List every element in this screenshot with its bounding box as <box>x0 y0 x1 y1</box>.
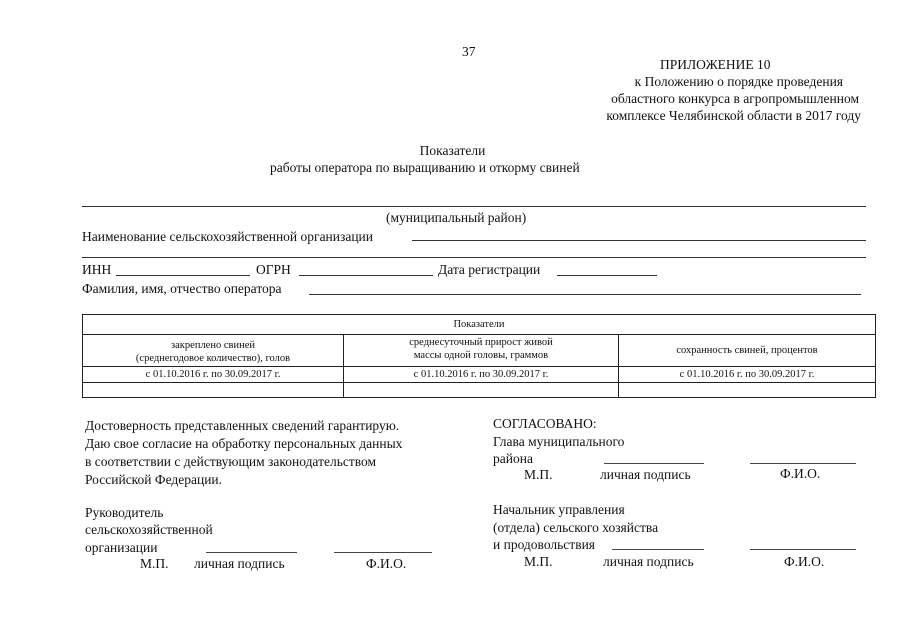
column-header-survival-rate <box>619 344 875 357</box>
inn-label: ИНН <box>82 262 112 277</box>
agreed-signature-caption: личная подпись <box>600 467 691 482</box>
period-cell-1: с 01.10.2016 г. по 30.09.2017 г. <box>145 369 281 380</box>
agreed-title: СОГЛАСОВАНО: <box>493 416 597 431</box>
period-cell-3: с 01.10.2016 г. по 30.09.2017 г. <box>679 369 815 380</box>
appendix-line-3: комплексе Челябинской области в 2017 году <box>606 108 861 123</box>
period-cell-2: с 01.10.2016 г. по 30.09.2017 г. <box>413 369 549 380</box>
declaration-line-4: Российской Федерации. <box>85 472 223 487</box>
declaration-line-2: Даю свое согласие на обработку персональных данных <box>85 436 403 451</box>
value-cell-2[interactable] <box>344 383 618 398</box>
column-header-pigs-count-line-1: закреплено свиней <box>171 340 255 351</box>
chief-fio-field[interactable] <box>750 549 856 550</box>
director-line-2: сельскохозяйственной <box>85 522 213 537</box>
operator-name-label: Фамилия, имя, отчество оператора <box>82 281 282 296</box>
agreed-fio-field[interactable] <box>750 463 856 464</box>
reg-date-label: Дата регистрации <box>438 262 541 277</box>
agreed-head-line-2: района <box>493 451 533 466</box>
page-number: 37 <box>462 44 476 59</box>
column-header-daily-gain-line-1: среднесуточный прирост живой <box>409 337 553 348</box>
declaration-line-1: Достоверность представленных сведений гарантирую. <box>85 418 400 433</box>
table-header: Показатели <box>453 319 505 330</box>
ogrn-field[interactable] <box>299 275 433 276</box>
chief-fio-caption: Ф.И.О. <box>784 554 825 569</box>
appendix-title: ПРИЛОЖЕНИЕ 10 <box>660 57 771 72</box>
value-cell-1[interactable] <box>83 383 343 398</box>
ogrn-label: ОГРН <box>256 262 291 277</box>
director-line-3: организации <box>85 540 158 555</box>
column-header-survival-rate-line-1: сохранность свиней, процентов <box>676 345 818 356</box>
director-fio-field[interactable] <box>334 552 432 553</box>
indicators-table <box>82 314 876 398</box>
director-signature-caption: личная подпись <box>194 556 285 571</box>
director-line-1: Руководитель <box>85 505 164 520</box>
chief-mp: М.П. <box>524 554 553 569</box>
director-signature-field[interactable] <box>206 552 297 553</box>
agreed-head-line-1: Глава муниципального <box>493 434 625 449</box>
district-field[interactable] <box>82 206 866 207</box>
reg-date-field[interactable] <box>557 275 657 276</box>
declaration-line-3: в соответствии с действующим законодательством <box>85 454 377 469</box>
district-caption: (муниципальный район) <box>386 210 527 225</box>
inn-field[interactable] <box>116 275 250 276</box>
column-header-pigs-count <box>83 339 343 365</box>
document-heading-1: Показатели <box>419 143 486 158</box>
chief-line-1: Начальник управления <box>493 502 625 517</box>
agreed-fio-caption: Ф.И.О. <box>780 466 821 481</box>
org-name-label: Наименование сельскохозяйственной организации <box>82 229 374 244</box>
value-cell-3[interactable] <box>619 383 875 398</box>
org-name-field[interactable] <box>412 240 866 241</box>
appendix-line-1: к Положению о порядке проведения <box>634 74 843 89</box>
director-mp: М.П. <box>140 556 169 571</box>
agreed-signature-field[interactable] <box>604 463 704 464</box>
chief-signature-caption: личная подпись <box>603 554 694 569</box>
column-header-pigs-count-line-2: (среднегодовое количество), голов <box>135 353 291 364</box>
chief-line-2: (отдела) сельского хозяйства <box>493 520 659 535</box>
document-heading-2: работы оператора по выращиванию и откорму свиней <box>270 160 580 175</box>
operator-name-field[interactable] <box>309 294 861 295</box>
org-name-field-continued[interactable] <box>82 257 866 258</box>
column-header-daily-gain-line-2: массы одной головы, граммов <box>413 350 549 361</box>
director-fio-caption: Ф.И.О. <box>366 556 407 571</box>
chief-signature-field[interactable] <box>612 549 704 550</box>
appendix-line-2: областного конкурса в агропромышленном <box>611 91 859 106</box>
column-header-daily-gain <box>344 336 618 362</box>
agreed-mp: М.П. <box>524 467 553 482</box>
chief-line-3: и продовольствия <box>493 537 596 552</box>
